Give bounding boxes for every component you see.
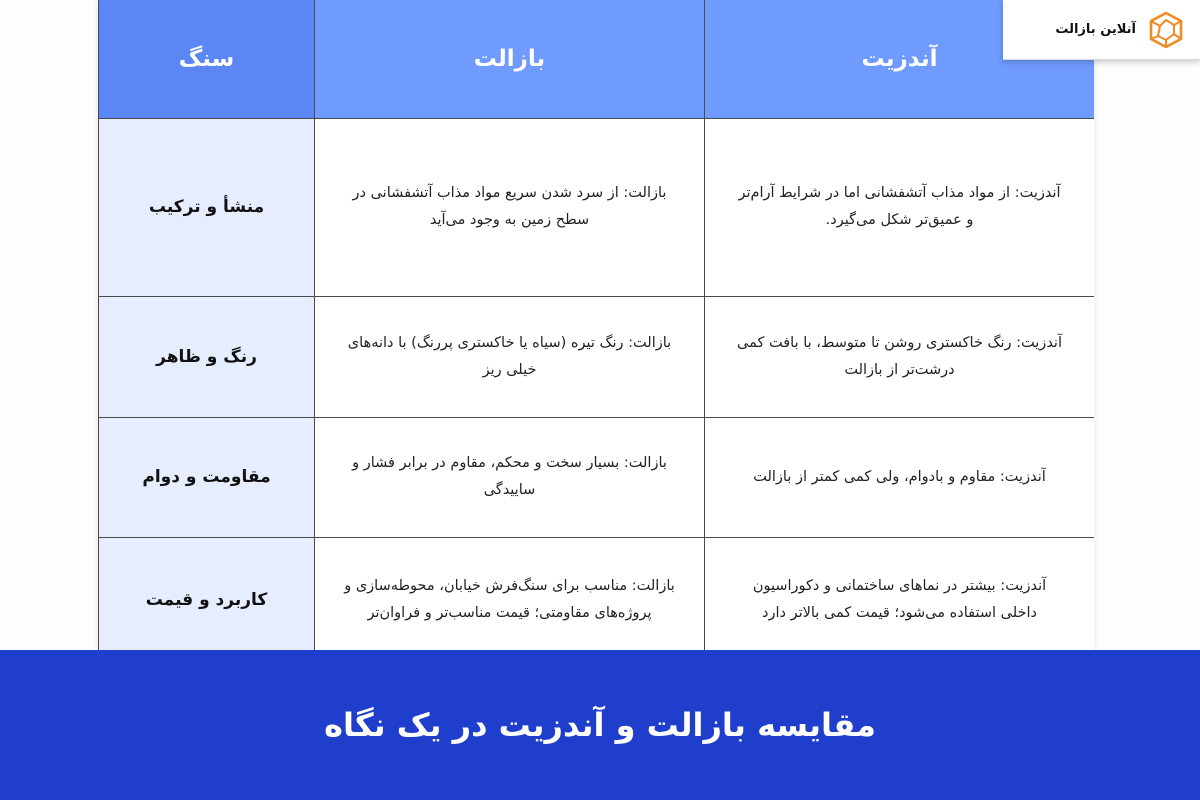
cell-andesite-usage: آندزیت: بیشتر در نماهای ساختمانی و دکوراسیون داخلی استفاده می‌شود؛ قیمت کمی بالاتر دارد [705, 537, 1095, 650]
comparison-table [98, 0, 1094, 650]
header-basalt: بازالت [315, 0, 705, 118]
table-row [99, 537, 1095, 650]
cell-basalt-durability: بازالت: بسیار سخت و محکم، مقاوم در برابر فشار و ساییدگی [315, 417, 705, 537]
cell-basalt-usage: بازالت: مناسب برای سنگ‌فرش خیابان، محوطه‌سازی و پروژه‌های مقاومتی؛ قیمت مناسب‌تر و فراوان‌تر [315, 537, 705, 650]
cell-andesite-origin: آندزیت: از مواد مذاب آتشفشانی اما در شرایط آرام‌تر و عمیق‌تر شکل می‌گیرد. [705, 118, 1095, 296]
header-andesite: آندزیت [705, 0, 1095, 118]
table-row [99, 296, 1095, 417]
cell-basalt-origin: بازالت: از سرد شدن سریع مواد مذاب آتشفشانی در سطح زمین به وجود می‌آید [315, 118, 705, 296]
table-header-row [99, 0, 1095, 118]
table-row [99, 118, 1095, 296]
cell-andesite-color: آندزیت: رنگ خاکستری روشن تا متوسط، با بافت کمی درشت‌تر از بازالت [705, 296, 1095, 417]
row-label-usage: کاربرد و قیمت [99, 537, 315, 650]
comparison-table-card [98, 0, 1094, 650]
cell-andesite-durability: آندزیت: مقاوم و بادوام، ولی کمی کمتر از بازالت [705, 417, 1095, 537]
hexagon-stone-icon [1146, 10, 1186, 50]
row-label-durability: مقاومت و دوام [99, 417, 315, 537]
cell-basalt-color: بازالت: رنگ تیره (سیاه یا خاکستری پررنگ) با دانه‌های خیلی ریز [315, 296, 705, 417]
header-stone: سنگ [99, 0, 315, 118]
brand-name: آنلاین بازالت [1055, 22, 1136, 37]
brand-badge[interactable] [1003, 0, 1200, 60]
row-label-color: رنگ و ظاهر [99, 296, 315, 417]
banner-title: مقایسه بازالت و آندزیت در یک نگاه [324, 706, 876, 744]
row-label-origin: منشأ و ترکیب [99, 118, 315, 296]
footer-banner [0, 650, 1200, 800]
table-row [99, 417, 1095, 537]
